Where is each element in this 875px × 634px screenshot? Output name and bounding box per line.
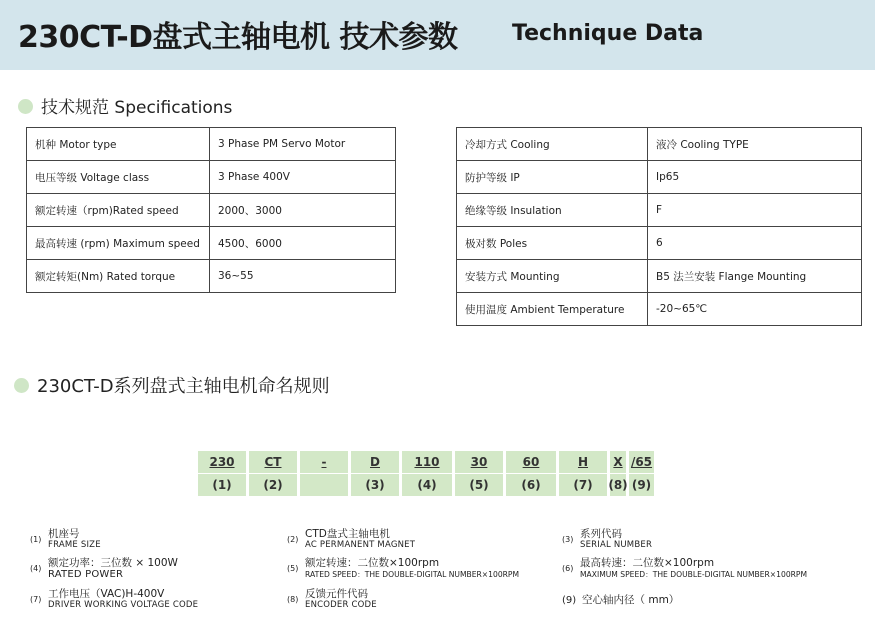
code-index: (7) xyxy=(559,474,607,496)
spec-value: -20~65℃ xyxy=(648,293,862,326)
spec-value: 36~55 xyxy=(210,260,396,293)
table-row xyxy=(457,128,862,161)
model-code-index-row xyxy=(198,474,657,496)
table-row xyxy=(27,194,396,227)
legend-en: DRIVER WORKING VOLTAGE CODE xyxy=(48,600,199,610)
legend-en: RATED SPEED：THE DOUBLE-DIGITAL NUMBER×100RPM xyxy=(305,570,520,579)
legend-en: SERIAL NUMBER xyxy=(580,540,653,550)
code-index xyxy=(300,474,348,496)
legend-number: (7) xyxy=(30,595,42,604)
spec-value: 6 xyxy=(648,227,862,260)
legend-number: (1) xyxy=(30,535,42,544)
spec-key: 电压等级 Voltage class xyxy=(27,161,210,194)
code-segment: CT xyxy=(249,451,297,473)
code-segment: 30 xyxy=(455,451,503,473)
legend-en: RATED POWER xyxy=(48,569,124,580)
code-index: (5) xyxy=(455,474,503,496)
page-title: 230CT-D盘式主轴电机 技术参数 xyxy=(18,20,458,55)
spec-key: 冷却方式 Cooling xyxy=(457,128,648,161)
table-row xyxy=(27,161,396,194)
code-index: (2) xyxy=(249,474,297,496)
spec-value: F xyxy=(648,194,862,227)
spec-key: 防护等级 IP xyxy=(457,161,648,194)
spec-value: 2000、3000 xyxy=(210,194,396,227)
spec-value: 3 Phase PM Servo Motor xyxy=(210,128,396,161)
code-segment: 110 xyxy=(402,451,452,473)
page-subtitle: Technique Data xyxy=(512,21,704,46)
code-index: (4) xyxy=(402,474,452,496)
legend-number: (2) xyxy=(287,535,299,544)
legend-cn: 额定转速：二位数×100rpm xyxy=(305,557,440,569)
legend-number: (4) xyxy=(30,564,42,573)
spec-table-right xyxy=(456,127,862,326)
spec-value: 3 Phase 400V xyxy=(210,161,396,194)
legend-en: AC PERMANENT MAGNET xyxy=(305,540,416,550)
spec-key: 绝缘等级 Insulation xyxy=(457,194,648,227)
table-row xyxy=(457,194,862,227)
legend-number: (3) xyxy=(562,535,574,544)
bullet-dot-icon xyxy=(18,99,33,114)
spec-key: 额定转速（rpm)Rated speed xyxy=(27,194,210,227)
code-segment: X xyxy=(610,451,626,473)
table-row xyxy=(457,293,862,326)
code-segment: - xyxy=(300,451,348,473)
code-segment: 230 xyxy=(198,451,246,473)
naming-rule-heading xyxy=(14,372,330,398)
spec-key: 额定转矩(Nm) Rated torque xyxy=(27,260,210,293)
spec-value: Ip65 xyxy=(648,161,862,194)
code-segment: H xyxy=(559,451,607,473)
spec-key: 最高转速 (rpm) Maximum speed xyxy=(27,227,210,260)
table-row xyxy=(457,227,862,260)
spec-value: B5 法兰安装 Flange Mounting xyxy=(648,260,862,293)
bullet-dot-icon xyxy=(14,378,29,393)
legend-cn: 工作电压（VAC)H-400V xyxy=(48,588,165,600)
spec-value: 4500、6000 xyxy=(210,227,396,260)
code-index: (8) xyxy=(610,474,626,496)
spec-key: 安装方式 Mounting xyxy=(457,260,648,293)
spec-value: 液冷 Cooling TYPE xyxy=(648,128,862,161)
code-index: (9) xyxy=(629,474,654,496)
spec-key: 机种 Motor type xyxy=(27,128,210,161)
table-row xyxy=(27,227,396,260)
legend-cn: 反馈元件代码 xyxy=(305,588,368,600)
legend-cn: 空心轴内径（ mm） xyxy=(582,594,680,606)
table-row xyxy=(457,161,862,194)
table-row xyxy=(27,260,396,293)
code-segment: D xyxy=(351,451,399,473)
legend-cn: 最高转速：二位数×100rpm xyxy=(580,557,715,569)
code-segment: /65 xyxy=(629,451,654,473)
spec-key: 极对数 Poles xyxy=(457,227,648,260)
legend-cn: 额定功率：三位数 × 100W xyxy=(48,557,178,569)
table-row xyxy=(27,128,396,161)
code-index: (3) xyxy=(351,474,399,496)
naming-rule-heading-text: 230CT-D系列盘式主轴电机命名规则 xyxy=(37,376,330,397)
legend-en: FRAME SIZE xyxy=(48,540,101,550)
legend-number: (6) xyxy=(562,564,574,573)
legend-cn: 系列代码 xyxy=(580,528,622,540)
table-row xyxy=(457,260,862,293)
legend-number: (5) xyxy=(287,564,299,573)
spec-key: 使用温度 Ambient Temperature xyxy=(457,293,648,326)
legend-cn: 机座号 xyxy=(48,528,80,540)
legend-number: (9) xyxy=(562,595,577,606)
specifications-heading-text: 技术规范 Specifications xyxy=(41,98,233,118)
spec-table-left xyxy=(26,127,396,293)
page-header xyxy=(0,0,875,70)
legend-number: (8) xyxy=(287,595,299,604)
model-code-row xyxy=(198,451,657,473)
code-index: (1) xyxy=(198,474,246,496)
legend-en: MAXIMUM SPEED：THE DOUBLE-DIGITAL NUMBER×100RPM xyxy=(580,570,808,579)
legend-en: ENCODER CODE xyxy=(305,600,377,610)
specifications-heading xyxy=(18,93,232,118)
code-index: (6) xyxy=(506,474,556,496)
code-segment: 60 xyxy=(506,451,556,473)
legend-cn: CTD盘式主轴电机 xyxy=(305,528,390,540)
